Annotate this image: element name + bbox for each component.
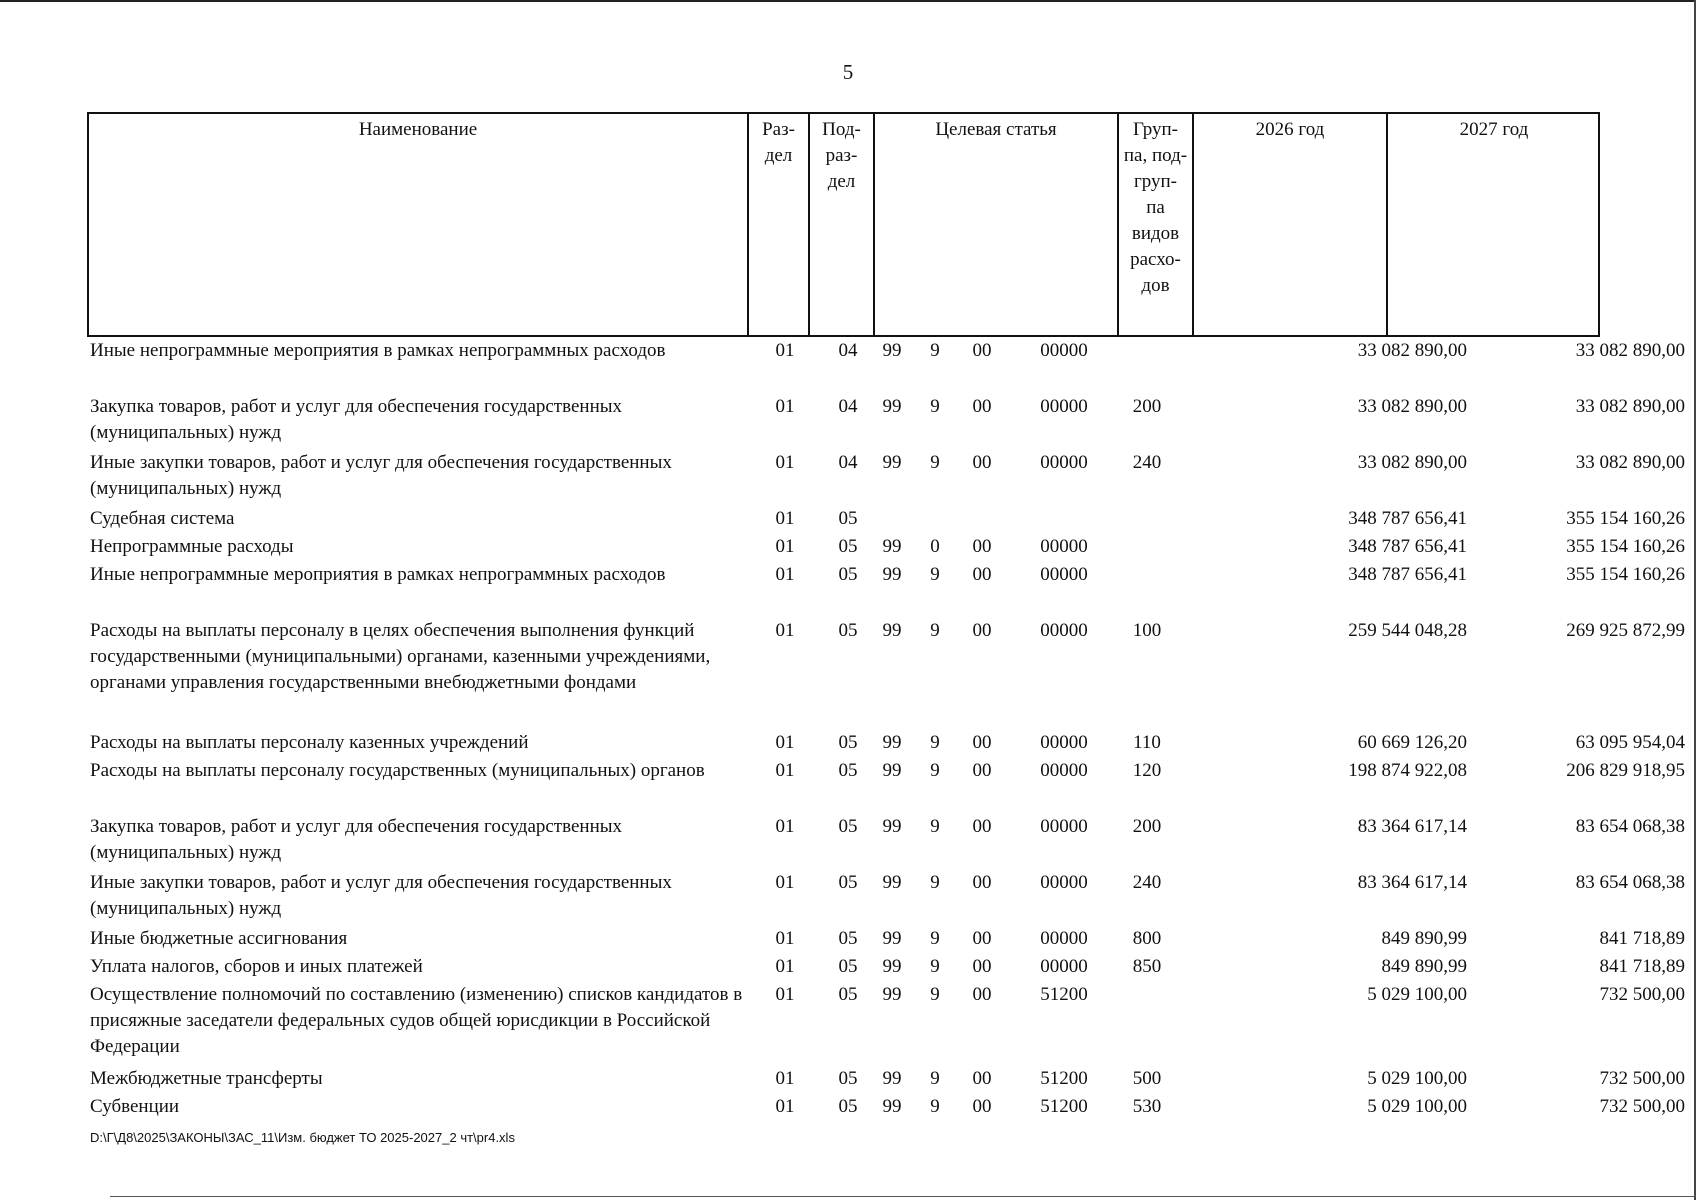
cell-cs1: 99 xyxy=(882,1068,902,1089)
cell-name: Межбюджетные трансферты xyxy=(90,1068,323,1089)
cell-cs2: 9 xyxy=(930,1096,940,1117)
cell-cs4: 00000 xyxy=(1040,536,1088,557)
cell-vr: 200 xyxy=(1132,816,1162,837)
cell-y2027: 732 500,00 xyxy=(1599,1068,1685,1089)
cell-cs3: 00 xyxy=(972,984,992,1005)
cell-cs3: 00 xyxy=(972,816,992,837)
cell-razdel: 01 xyxy=(775,956,795,977)
cell-cs2: 9 xyxy=(930,732,940,753)
cell-cs1: 99 xyxy=(882,760,902,781)
cell-cs1: 99 xyxy=(882,564,902,585)
cell-cs1: 99 xyxy=(882,872,902,893)
page-number: 5 xyxy=(842,60,854,84)
cell-podrazdel: 05 xyxy=(838,928,858,949)
cell-podrazdel: 05 xyxy=(838,956,858,977)
cell-name: Иные бюджетные ассигнования xyxy=(90,928,348,949)
cell-podrazdel: 05 xyxy=(838,536,858,557)
cell-cs4: 00000 xyxy=(1040,564,1088,585)
cell-cs4: 00000 xyxy=(1040,732,1088,753)
cell-cs1: 99 xyxy=(882,396,902,417)
cell-vr: 100 xyxy=(1132,620,1162,641)
cell-y2026: 33 082 890,00 xyxy=(1357,340,1467,361)
cell-cs2: 9 xyxy=(930,340,940,361)
cell-name: Иные непрограммные мероприятия в рамках непрограммных расходов xyxy=(90,564,666,585)
cell-y2026: 5 029 100,00 xyxy=(1367,984,1467,1005)
cell-cs3: 00 xyxy=(972,620,992,641)
cell-y2027: 33 082 890,00 xyxy=(1575,396,1685,417)
cell-razdel: 01 xyxy=(775,872,795,893)
cell-y2026: 33 082 890,00 xyxy=(1357,452,1467,473)
cell-name: Уплата налогов, сборов и иных платежей xyxy=(90,956,423,977)
cell-y2026: 348 787 656,41 xyxy=(1348,564,1467,585)
cell-razdel: 01 xyxy=(775,732,795,753)
cell-vr: 240 xyxy=(1132,872,1162,893)
cell-name: Иные закупки товаров, работ и услуг для обеспечения государственных (муниципальных) нужд xyxy=(90,872,672,919)
cell-cs1: 99 xyxy=(882,984,902,1005)
cell-cs4: 00000 xyxy=(1040,620,1088,641)
header-podrazdel: Под- раз- дел xyxy=(810,114,875,335)
cell-name: Закупка товаров, работ и услуг для обеспечения государственных (муниципальных) нужд xyxy=(90,816,623,863)
cell-cs3: 00 xyxy=(972,564,992,585)
header-2026: 2026 год xyxy=(1194,114,1388,335)
cell-cs3: 00 xyxy=(972,1068,992,1089)
page-top-border xyxy=(0,0,1696,2)
cell-cs3: 00 xyxy=(972,732,992,753)
cell-cs1: 99 xyxy=(882,536,902,557)
cell-razdel: 01 xyxy=(775,508,795,529)
cell-cs1: 99 xyxy=(882,928,902,949)
cell-y2027: 355 154 160,26 xyxy=(1566,508,1685,529)
cell-cs1: 99 xyxy=(882,956,902,977)
cell-y2026: 348 787 656,41 xyxy=(1348,508,1467,529)
cell-y2026: 83 364 617,14 xyxy=(1357,816,1467,837)
cell-cs1: 99 xyxy=(882,452,902,473)
cell-razdel: 01 xyxy=(775,452,795,473)
cell-y2027: 33 082 890,00 xyxy=(1575,452,1685,473)
cell-razdel: 01 xyxy=(775,928,795,949)
cell-podrazdel: 04 xyxy=(838,340,858,361)
cell-vr: 530 xyxy=(1132,1096,1162,1117)
cell-name: Субвенции xyxy=(90,1096,180,1117)
cell-razdel: 01 xyxy=(775,536,795,557)
cell-cs4: 00000 xyxy=(1040,816,1088,837)
cell-cs1: 99 xyxy=(882,816,902,837)
cell-cs2: 0 xyxy=(930,536,940,557)
cell-razdel: 01 xyxy=(775,1068,795,1089)
cell-y2026: 198 874 922,08 xyxy=(1348,760,1467,781)
cell-cs3: 00 xyxy=(972,760,992,781)
cell-podrazdel: 05 xyxy=(838,732,858,753)
cell-vr: 850 xyxy=(1132,956,1162,977)
cell-cs4: 00000 xyxy=(1040,452,1088,473)
cell-cs2: 9 xyxy=(930,872,940,893)
cell-razdel: 01 xyxy=(775,564,795,585)
cell-vr: 110 xyxy=(1133,732,1161,753)
cell-cs4: 51200 xyxy=(1040,1096,1088,1117)
cell-cs2: 9 xyxy=(930,956,940,977)
cell-cs2: 9 xyxy=(930,816,940,837)
cell-podrazdel: 05 xyxy=(838,1096,858,1117)
cell-podrazdel: 05 xyxy=(838,564,858,585)
cell-y2027: 841 718,89 xyxy=(1599,928,1685,949)
header-razdel: Раз- дел xyxy=(749,114,810,335)
cell-cs4: 00000 xyxy=(1040,396,1088,417)
cell-razdel: 01 xyxy=(775,760,795,781)
cell-cs2: 9 xyxy=(930,452,940,473)
header-name: Наименование xyxy=(89,114,749,335)
cell-y2027: 33 082 890,00 xyxy=(1575,340,1685,361)
cell-name: Расходы на выплаты персоналу государственных (муниципальных) органов xyxy=(90,760,705,781)
cell-name: Иные непрограммные мероприятия в рамках непрограммных расходов xyxy=(90,340,666,361)
header-gruppa: Груп- па, под- груп- па видов расхо- дов xyxy=(1119,114,1194,335)
cell-cs1: 99 xyxy=(882,732,902,753)
page-bottom-border xyxy=(110,1196,1696,1197)
cell-y2026: 83 364 617,14 xyxy=(1357,872,1467,893)
cell-cs4: 51200 xyxy=(1040,1068,1088,1089)
cell-cs4: 00000 xyxy=(1040,928,1088,949)
cell-cs2: 9 xyxy=(930,928,940,949)
cell-podrazdel: 05 xyxy=(838,1068,858,1089)
cell-y2027: 83 654 068,38 xyxy=(1575,872,1685,893)
cell-y2027: 732 500,00 xyxy=(1599,984,1685,1005)
cell-cs4: 00000 xyxy=(1040,872,1088,893)
cell-cs3: 00 xyxy=(972,956,992,977)
cell-vr: 500 xyxy=(1132,1068,1162,1089)
header-2027: 2027 год xyxy=(1459,119,1529,140)
cell-y2026: 33 082 890,00 xyxy=(1357,396,1467,417)
cell-cs3: 00 xyxy=(972,928,992,949)
cell-cs4: 00000 xyxy=(1040,340,1088,361)
cell-podrazdel: 05 xyxy=(838,508,858,529)
cell-cs1: 99 xyxy=(882,620,902,641)
header-celevaya: Целевая статья xyxy=(875,114,1119,335)
cell-y2026: 5 029 100,00 xyxy=(1367,1068,1467,1089)
cell-cs1: 99 xyxy=(882,1096,902,1117)
cell-vr: 240 xyxy=(1132,452,1162,473)
cell-y2026: 259 544 048,28 xyxy=(1348,620,1467,641)
cell-razdel: 01 xyxy=(775,620,795,641)
cell-cs2: 9 xyxy=(930,984,940,1005)
file-path-footer: D:\Г\Д8\2025\ЗАКОНЫ\ЗАС_11\Изм. бюджет ТО 2025-2027_2 чт\pr4.xls xyxy=(90,1130,515,1145)
cell-name: Расходы на выплаты персоналу казенных учреждений xyxy=(90,732,529,753)
cell-podrazdel: 05 xyxy=(838,872,858,893)
cell-name: Расходы на выплаты персоналу в целях обеспечения выполнения функций государственными (муниципальными) органами, казенными учреждениями, органами управления государственными внебюджетными фондами xyxy=(90,620,711,693)
cell-cs4: 51200 xyxy=(1040,984,1088,1005)
cell-name: Закупка товаров, работ и услуг для обеспечения государственных (муниципальных) нужд xyxy=(90,396,623,443)
cell-name: Осуществление полномочий по составлению (изменению) списков кандидатов в присяжные заседатели федеральных судов общей юрисдикции в Российской Федерации xyxy=(90,984,743,1057)
cell-name: Иные закупки товаров, работ и услуг для обеспечения государственных (муниципальных) нужд xyxy=(90,452,672,499)
cell-cs4: 00000 xyxy=(1040,760,1088,781)
cell-razdel: 01 xyxy=(775,340,795,361)
cell-vr: 120 xyxy=(1132,760,1162,781)
cell-vr: 800 xyxy=(1132,928,1162,949)
cell-y2026: 5 029 100,00 xyxy=(1367,1096,1467,1117)
cell-cs4: 00000 xyxy=(1040,956,1088,977)
cell-cs2: 9 xyxy=(930,760,940,781)
cell-cs2: 9 xyxy=(930,396,940,417)
cell-razdel: 01 xyxy=(775,816,795,837)
cell-razdel: 01 xyxy=(775,984,795,1005)
cell-y2026: 60 669 126,20 xyxy=(1357,732,1467,753)
cell-y2027: 83 654 068,38 xyxy=(1575,816,1685,837)
cell-y2027: 63 095 954,04 xyxy=(1575,732,1685,753)
cell-vr: 200 xyxy=(1132,396,1162,417)
cell-y2027: 269 925 872,99 xyxy=(1566,620,1685,641)
cell-podrazdel: 05 xyxy=(838,760,858,781)
cell-y2026: 348 787 656,41 xyxy=(1348,536,1467,557)
cell-cs2: 9 xyxy=(930,620,940,641)
cell-podrazdel: 04 xyxy=(838,452,858,473)
cell-cs3: 00 xyxy=(972,396,992,417)
cell-y2027: 206 829 918,95 xyxy=(1566,760,1685,781)
cell-podrazdel: 04 xyxy=(838,396,858,417)
cell-podrazdel: 05 xyxy=(838,816,858,837)
cell-y2027: 732 500,00 xyxy=(1599,1096,1685,1117)
cell-podrazdel: 05 xyxy=(838,984,858,1005)
cell-y2027: 841 718,89 xyxy=(1599,956,1685,977)
table-header xyxy=(87,112,1600,337)
cell-cs3: 00 xyxy=(972,340,992,361)
cell-podrazdel: 05 xyxy=(838,620,858,641)
cell-cs3: 00 xyxy=(972,1096,992,1117)
cell-name: Непрограммные расходы xyxy=(90,536,294,557)
cell-y2027: 355 154 160,26 xyxy=(1566,564,1685,585)
cell-y2026: 849 890,99 xyxy=(1381,956,1467,977)
cell-cs2: 9 xyxy=(930,564,940,585)
cell-razdel: 01 xyxy=(775,396,795,417)
cell-cs2: 9 xyxy=(930,1068,940,1089)
cell-y2027: 355 154 160,26 xyxy=(1566,536,1685,557)
cell-cs3: 00 xyxy=(972,872,992,893)
cell-cs3: 00 xyxy=(972,452,992,473)
cell-y2026: 849 890,99 xyxy=(1381,928,1467,949)
cell-cs1: 99 xyxy=(882,340,902,361)
cell-cs3: 00 xyxy=(972,536,992,557)
cell-name: Судебная система xyxy=(90,508,235,529)
cell-razdel: 01 xyxy=(775,1096,795,1117)
